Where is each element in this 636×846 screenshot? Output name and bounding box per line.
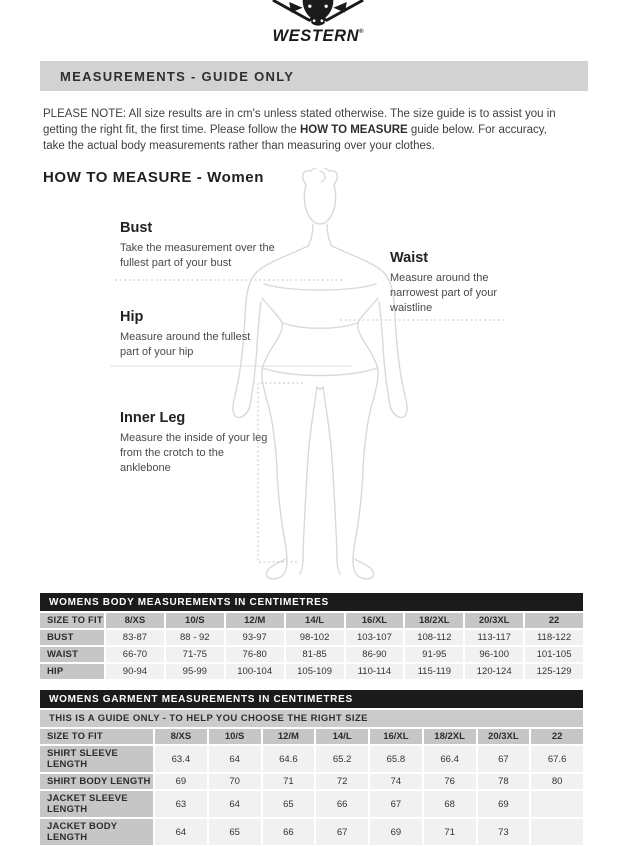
garment-measurements-table bbox=[38, 727, 585, 846]
measurement-row bbox=[40, 664, 583, 679]
please-note-paragraph bbox=[43, 106, 570, 154]
body-measurements-table-section bbox=[40, 593, 583, 681]
row-label: WAIST bbox=[40, 647, 104, 662]
measurement-cell: 64 bbox=[155, 819, 207, 845]
body-measurements-table bbox=[38, 611, 585, 681]
measurement-cell: 66 bbox=[316, 791, 368, 817]
measurement-cell: 66 bbox=[263, 819, 315, 845]
measurement-row bbox=[40, 791, 583, 817]
how-to-measure-heading: HOW TO MEASURE - Women bbox=[43, 169, 264, 186]
measurement-cell: 71-75 bbox=[166, 647, 224, 662]
size-column-header: 12/M bbox=[263, 729, 315, 744]
measurement-cell: 65.8 bbox=[370, 746, 422, 772]
inner-leg-description: Measure the inside of your leg from the crotch to the anklebone bbox=[120, 432, 268, 474]
measurement-cell: 101-105 bbox=[525, 647, 583, 662]
measurement-cell: 115-119 bbox=[405, 664, 463, 679]
bust-title: Bust bbox=[120, 220, 153, 236]
size-column-header: 16/XL bbox=[346, 613, 404, 628]
size-column-header: 8/XS bbox=[155, 729, 207, 744]
measurement-cell: 80 bbox=[531, 774, 583, 789]
measurement-cell: 86-90 bbox=[346, 647, 404, 662]
measurement-cell: 65 bbox=[209, 819, 261, 845]
size-column-header: 14/L bbox=[286, 613, 344, 628]
measurement-cell: 70 bbox=[209, 774, 261, 789]
bust-label-block bbox=[120, 220, 280, 271]
size-column-header: 22 bbox=[531, 729, 583, 744]
body-measurements-table-title: WOMENS BODY MEASUREMENTS IN CENTIMETRES bbox=[40, 593, 583, 611]
measurement-cell: 71 bbox=[263, 774, 315, 789]
measurement-cell: 72 bbox=[316, 774, 368, 789]
size-column-header: 14/L bbox=[316, 729, 368, 744]
measurement-cell: 76 bbox=[424, 774, 476, 789]
measurement-cell: 64.6 bbox=[263, 746, 315, 772]
size-column-header: 10/S bbox=[166, 613, 224, 628]
measurement-cell: 96-100 bbox=[465, 647, 523, 662]
row-label: JACKET SLEEVE LENGTH bbox=[40, 791, 153, 817]
measurement-cell: 105-109 bbox=[286, 664, 344, 679]
measurement-cell: 76-80 bbox=[226, 647, 284, 662]
note-bold-phrase: HOW TO MEASURE bbox=[299, 124, 408, 136]
size-column-header: 10/S bbox=[209, 729, 261, 744]
measurement-cell: 71 bbox=[424, 819, 476, 845]
measurement-row bbox=[40, 819, 583, 845]
row-label: BUST bbox=[40, 630, 104, 645]
measurement-cell: 64 bbox=[209, 746, 261, 772]
page-title: MEASUREMENTS - GUIDE ONLY bbox=[60, 68, 295, 84]
note-text-after: guide below. For accuracy, take the actual body measurements rather than measuring over your clothes. bbox=[43, 124, 547, 152]
row-label: SHIRT SLEEVE LENGTH bbox=[40, 746, 153, 772]
measurement-cell: 69 bbox=[155, 774, 207, 789]
size-column-header: 8/XS bbox=[106, 613, 164, 628]
inner-leg-title: Inner Leg bbox=[120, 410, 186, 426]
note-text: All size results are in cm's unless stated otherwise. The size guide is to assist you in getting the right fit, the first time. Please follow the bbox=[43, 108, 556, 136]
measurement-cell: 67 bbox=[478, 746, 530, 772]
measurement-cell: 66.4 bbox=[424, 746, 476, 772]
measurement-cell: 65.2 bbox=[316, 746, 368, 772]
garment-measurements-table-title: WOMENS GARMENT MEASUREMENTS IN CENTIMETRES bbox=[40, 690, 583, 708]
measurement-cell: 78 bbox=[478, 774, 530, 789]
measurement-cell: 67.6 bbox=[531, 746, 583, 772]
measurement-cell: 73 bbox=[478, 819, 530, 845]
measurement-cell: 69 bbox=[478, 791, 530, 817]
measurement-cell: 67 bbox=[370, 791, 422, 817]
size-column-header: 18/2XL bbox=[405, 613, 463, 628]
measurement-cell: 98-102 bbox=[286, 630, 344, 645]
measurement-cell: 81-85 bbox=[286, 647, 344, 662]
measurement-cell: 66-70 bbox=[106, 647, 164, 662]
measurement-cell: 95-99 bbox=[166, 664, 224, 679]
measurement-cell: 108-112 bbox=[405, 630, 463, 645]
size-column-header: 22 bbox=[525, 613, 583, 628]
size-column-header: 16/XL bbox=[370, 729, 422, 744]
size-column-header: 18/2XL bbox=[424, 729, 476, 744]
size-column-header: 12/M bbox=[226, 613, 284, 628]
size-header-row bbox=[40, 613, 583, 628]
measurement-cell: 93-97 bbox=[226, 630, 284, 645]
measurement-cell: 83-87 bbox=[106, 630, 164, 645]
hip-label-block bbox=[120, 309, 255, 360]
waist-description: Measure around the narrowest part of your waistline bbox=[390, 272, 497, 314]
row-label: HIP bbox=[40, 664, 104, 679]
measurement-cell: 103-107 bbox=[346, 630, 404, 645]
measurement-cell: 67 bbox=[316, 819, 368, 845]
measurement-cell: 120-124 bbox=[465, 664, 523, 679]
size-to-fit-label: SIZE TO FIT bbox=[40, 729, 153, 744]
bull-head-shield-icon bbox=[270, 0, 366, 27]
measurement-cell: 65 bbox=[263, 791, 315, 817]
waist-label-block bbox=[390, 250, 515, 316]
measurement-cell: 69 bbox=[370, 819, 422, 845]
measurement-cell: 88 - 92 bbox=[166, 630, 224, 645]
size-to-fit-label: SIZE TO FIT bbox=[40, 613, 104, 628]
measurement-cell: 91-95 bbox=[405, 647, 463, 662]
hip-title: Hip bbox=[120, 309, 144, 325]
measurement-cell: 90-94 bbox=[106, 664, 164, 679]
hip-description: Measure around the fullest part of your hip bbox=[120, 331, 251, 358]
bust-description: Take the measurement over the fullest part of your bust bbox=[120, 242, 275, 269]
size-column-header: 20/3XL bbox=[465, 613, 523, 628]
brand-name: WESTERN® bbox=[272, 27, 364, 45]
measurement-row bbox=[40, 774, 583, 789]
row-label: JACKET BODY LENGTH bbox=[40, 819, 153, 845]
measurement-cell: 100-104 bbox=[226, 664, 284, 679]
measurement-row bbox=[40, 630, 583, 645]
measurement-cell: 74 bbox=[370, 774, 422, 789]
measurement-cell: 110-114 bbox=[346, 664, 404, 679]
measurement-cell bbox=[531, 819, 583, 845]
measurement-cell: 118-122 bbox=[525, 630, 583, 645]
note-lead: PLEASE NOTE: bbox=[43, 108, 127, 120]
measurement-cell: 63 bbox=[155, 791, 207, 817]
waist-title: Waist bbox=[390, 250, 429, 266]
garment-table-subtitle: THIS IS A GUIDE ONLY - TO HELP YOU CHOOSE THE RIGHT SIZE bbox=[40, 710, 583, 727]
registered-mark: ® bbox=[359, 29, 364, 35]
measurement-cell: 113-117 bbox=[465, 630, 523, 645]
row-label: SHIRT BODY LENGTH bbox=[40, 774, 153, 789]
measurement-cell: 63.4 bbox=[155, 746, 207, 772]
size-header-row bbox=[40, 729, 583, 744]
measurement-cell bbox=[531, 791, 583, 817]
size-column-header: 20/3XL bbox=[478, 729, 530, 744]
inner-leg-label-block bbox=[120, 410, 272, 476]
page-title-bar bbox=[40, 61, 588, 91]
measurement-row bbox=[40, 647, 583, 662]
garment-measurements-table-section bbox=[40, 690, 583, 846]
measurement-cell: 125-129 bbox=[525, 664, 583, 679]
measurement-cell: 68 bbox=[424, 791, 476, 817]
brand-logo bbox=[0, 0, 636, 46]
measurement-cell: 64 bbox=[209, 791, 261, 817]
measurement-row bbox=[40, 746, 583, 772]
